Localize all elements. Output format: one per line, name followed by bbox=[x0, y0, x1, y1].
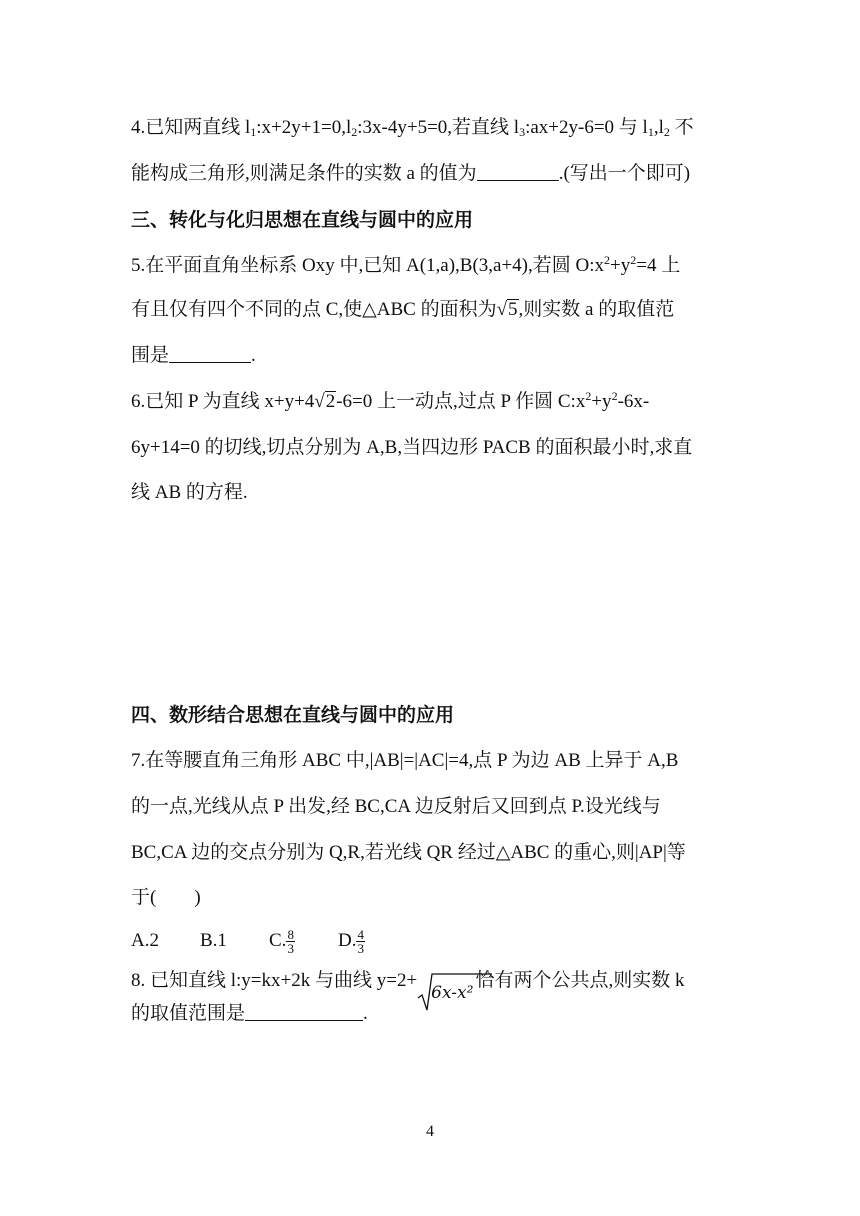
superscript: 2 bbox=[630, 253, 637, 267]
text: 6.已知 P 为直线 x+y+4 bbox=[131, 391, 315, 412]
q5-line-1 bbox=[131, 254, 680, 278]
text: 恰有两个公共点,则实数 k bbox=[475, 970, 685, 991]
q5-line-2 bbox=[131, 298, 674, 322]
q5-line-3 bbox=[131, 344, 256, 368]
radicand: 6x-x² bbox=[431, 983, 474, 1003]
option-c-label: C. bbox=[269, 929, 287, 951]
text: . bbox=[251, 345, 256, 366]
text: :3x-4y+5=0,若直线 l bbox=[357, 117, 520, 138]
option-d-label: D. bbox=[338, 929, 357, 951]
q7-line-3: BC,CA 边的交点分别为 Q,R,若光线 QR 经过△ABC 的重心,则|AP|等 bbox=[131, 842, 686, 863]
text: ,l bbox=[653, 117, 664, 138]
text: 围是 bbox=[131, 345, 170, 366]
fraction bbox=[356, 928, 365, 955]
q7-options bbox=[131, 928, 365, 955]
subscript: 1 bbox=[647, 125, 654, 139]
sqrt-expression bbox=[497, 298, 519, 322]
q6-line-2: 6y+14=0 的切线,切点分别为 A,B,当四边形 PACB 的面积最小时,求直 bbox=[131, 437, 693, 458]
text: :ax+2y-6=0 与 l bbox=[525, 117, 648, 138]
option-c bbox=[269, 928, 338, 955]
option-d bbox=[338, 928, 365, 955]
text: . bbox=[363, 1003, 368, 1024]
denominator: 3 bbox=[287, 941, 294, 956]
radicand: 5 bbox=[508, 299, 518, 320]
superscript: 2 bbox=[604, 253, 611, 267]
text: +y bbox=[591, 391, 612, 412]
subscript: 1 bbox=[250, 125, 257, 139]
section-3-heading: 三、转化与化归思想在直线与圆中的应用 bbox=[131, 209, 474, 231]
sqrt-expression bbox=[314, 390, 336, 414]
radical-sign bbox=[417, 972, 493, 1012]
text: 的取值范围是 bbox=[131, 1003, 246, 1024]
answer-blank bbox=[477, 162, 559, 181]
option-a: A.2 bbox=[131, 929, 159, 951]
text: +y bbox=[610, 255, 631, 276]
sqrt-expression bbox=[417, 972, 475, 1012]
subscript: 3 bbox=[519, 125, 526, 139]
answer-blank bbox=[169, 344, 251, 363]
text: .(写出一个即可) bbox=[558, 163, 691, 184]
text: ,则实数 a 的取值范 bbox=[518, 299, 675, 320]
q7-line-1: 7.在等腰直角三角形 ABC 中,|AB|=|AC|=4,点 P 为边 AB 上异于 A,B bbox=[131, 750, 679, 771]
text: 5.在平面直角坐标系 Oxy 中,已知 A(1,a),B(3,a+4),若圆 O:x bbox=[131, 255, 605, 276]
q4-line-1 bbox=[131, 116, 694, 140]
text: -6x- bbox=[617, 391, 650, 412]
text: 8. 已知直线 l:y=kx+2k 与曲线 y=2+ bbox=[131, 970, 418, 991]
text: 能构成三角形,则满足条件的实数 a 的值为 bbox=[131, 163, 477, 184]
answer-blank bbox=[245, 1002, 363, 1021]
text: -6=0 上一动点,过点 P 作圆 C:x bbox=[336, 391, 586, 412]
numerator: 4 bbox=[357, 927, 364, 942]
q6-line-3: 线 AB 的方程. bbox=[131, 482, 248, 503]
q7-line-4: 于( ) bbox=[131, 887, 201, 908]
text: :x+2y+1=0,l bbox=[256, 117, 352, 138]
sqrt-sign: √ bbox=[496, 299, 508, 320]
text: 有且仅有四个不同的点 C,使△ABC 的面积为 bbox=[131, 299, 497, 320]
option-b: B.1 bbox=[200, 929, 227, 951]
superscript: 2 bbox=[585, 389, 592, 403]
text: 不 bbox=[669, 117, 694, 138]
radicand: 2 bbox=[325, 391, 336, 412]
numerator: 8 bbox=[287, 927, 294, 942]
q4-line-2 bbox=[131, 162, 690, 186]
superscript: 2 bbox=[611, 389, 618, 403]
q7-line-2: 的一点,光线从点 P 出发,经 BC,CA 边反射后又回到点 P.设光线与 bbox=[131, 796, 661, 817]
text: =4 上 bbox=[636, 255, 681, 276]
subscript: 2 bbox=[351, 125, 358, 139]
q8-line-2 bbox=[131, 1002, 368, 1026]
q6-line-1 bbox=[131, 390, 649, 414]
section-4-heading: 四、数形结合思想在直线与圆中的应用 bbox=[131, 704, 455, 726]
denominator: 3 bbox=[357, 941, 364, 956]
text: 4.已知两直线 l bbox=[131, 117, 251, 138]
subscript: 2 bbox=[663, 125, 670, 139]
sqrt-sign: √ bbox=[314, 391, 325, 412]
fraction bbox=[286, 928, 295, 955]
page-number: 4 bbox=[426, 1123, 434, 1140]
